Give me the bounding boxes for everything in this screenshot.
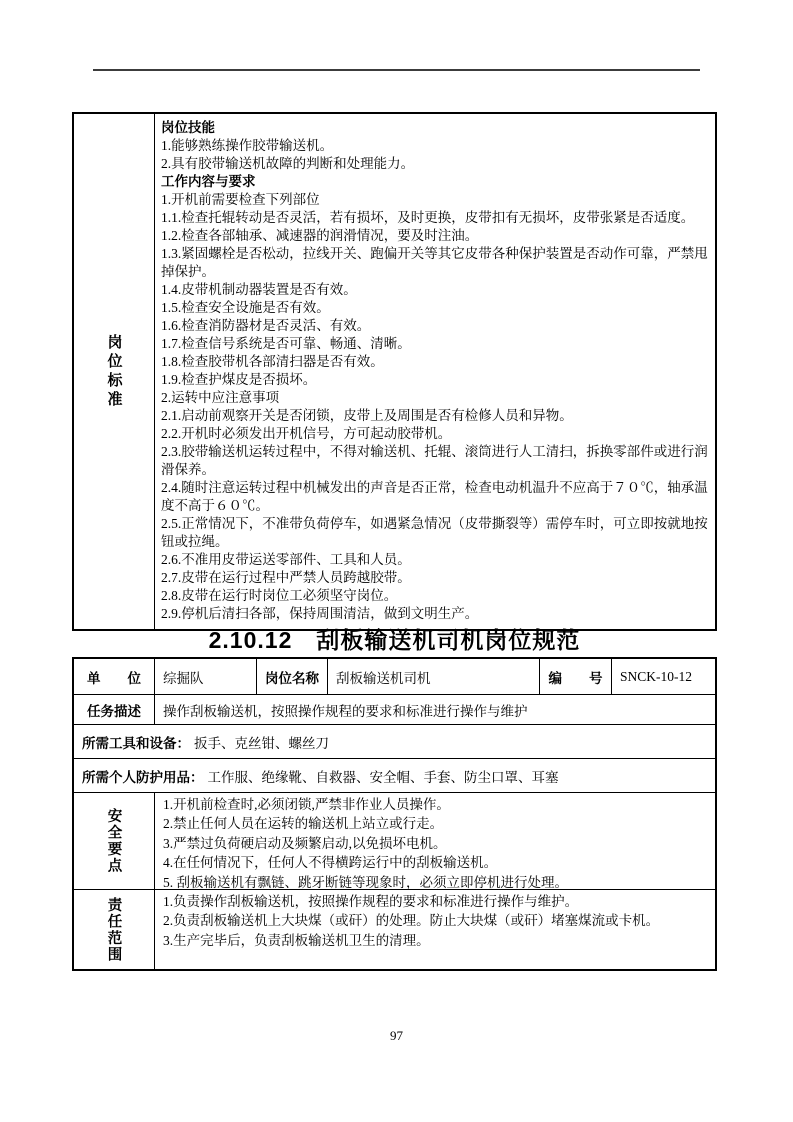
responsibility-label-cell [74,890,155,969]
standard-table-content-cell [155,114,715,629]
task-label-cell: 任务描述 [74,695,155,724]
text-line: 3.生产完毕后，负责刮板输送机卫生的清理。 [163,932,430,948]
text-line: 2.运转中应注意事项 [161,390,280,405]
spec-table-row-ppe [74,759,715,793]
unit-value-cell: 综掘队 [155,659,257,694]
tools-cell [74,725,715,758]
spec-table-row-safety [74,793,715,890]
responsibility-content-cell [155,890,715,969]
text-line: 2.6.不准用皮带运送零部件、工具和人员。 [161,552,411,567]
text-line: 2.5.正常情况下，不准带负荷停车，如遇紧急情况（皮带撕裂等）需停车时，可立即按就地按钮或拉绳。 [161,516,708,549]
tools-label: 所需工具和设备： [82,735,190,751]
ppe-value: 工作服、绝缘靴、自救器、安全帽、手套、防尘口罩、耳塞 [207,769,559,785]
ppe-label: 所需个人防护用品： [82,769,204,785]
text-line: 1.开机前检查时,必须闭锁,严禁非作业人员操作。 [163,797,450,812]
safety-content-cell [155,793,715,889]
responsibility-label: 责任范围 [105,896,122,963]
text-line: 3.严禁过负荷硬启动及频繁启动,以免损坏电机。 [163,835,447,851]
spec-table-row-unit [74,659,715,695]
header-rule [93,69,700,71]
text-line: 岗位技能 [161,120,215,135]
text-line: 4.在任何情况下，任何人不得横跨运行中的刮板输送机。 [163,855,498,871]
safety-label-cell [74,793,155,889]
text-line: 工作内容与要求 [161,174,256,189]
standard-table-row-label-cell [74,114,155,629]
code-value-cell: SNCK-10-12 [620,668,693,684]
spec-table-row-responsibility [74,890,715,969]
position-value-cell: 刮板输送机司机 [328,659,540,694]
section-title: 2.10.12 刮板输送机司机岗位规范 [208,627,581,653]
text-line: 2.具有胶带输送机故障的判断和处理能力。 [161,156,415,171]
standard-table [72,112,717,631]
safety-label: 安全要点 [105,808,122,874]
text-line: 2.禁止任何人员在运转的输送机上站立或行走。 [163,816,444,832]
ppe-cell [74,759,715,792]
text-line: 1.2.检查各部轴承、减速器的润滑情况，要及时注油。 [161,228,479,243]
text-line: 1.能够熟练操作胶带输送机。 [161,138,334,153]
page-number: 97 [390,1028,403,1043]
task-value-cell: 操作刮板输送机，按照操作规程的要求和标准进行操作与维护 [163,703,528,719]
spec-table-row-task [74,695,715,725]
position-label-cell: 岗位名称 [257,659,328,694]
text-line: 2.负责刮板输送机上大块煤（或矸）的处理。防止大块煤（或矸）堵塞煤流或卡机。 [163,913,660,929]
text-line: 2.8.皮带在运行时岗位工必须坚守岗位。 [161,588,398,603]
text-line: 1.9.检查护煤皮是否损坏。 [161,372,317,387]
standard-row-label: 岗位标准 [105,333,123,410]
spec-table-row-tools [74,725,715,759]
text-line: 1.开机前需要检查下列部位 [161,192,320,207]
code-label-cell: 编 号 [540,659,612,694]
text-line: 1.负责操作刮板输送机，按照操作规程的要求和标准进行操作与维护。 [163,894,579,909]
text-line: 1.1.检查托辊转动是否灵活，若有损坏，及时更换，皮带扣有无损坏，皮带张紧是否适度。 [161,210,695,225]
text-line: 1.6.检查消防器材是否灵活、有效。 [161,318,371,333]
text-line: 2.9.停机后清扫各部，保持周围清洁，做到文明生产。 [161,606,479,621]
text-line: 2.7.皮带在运行过程中严禁人员跨越胶带。 [161,570,411,585]
text-line: 1.5.检查安全设施是否有效。 [161,300,330,315]
text-line: 1.3.紧固螺栓是否松动，拉线开关、跑偏开关等其它皮带各种保护装置是否动作可靠，严禁甩掉保护。 [161,246,708,279]
text-line: 2.3.胶带输送机运转过程中，不得对输送机、托辊、滚筒进行人工清扫，拆换零部件或进行润滑保养。 [161,444,708,477]
text-line: 1.7.检查信号系统是否可靠、畅通、清晰。 [161,336,411,351]
text-line: 5. 刮板输送机有飘链、跳牙断链等现象时，必须立即停机进行处理。 [163,874,568,890]
unit-label-cell: 单 位 [74,659,155,694]
text-line: 2.4.随时注意运转过程中机械发出的声音是否正常，检查电动机温升不应高于７０℃，轴承温度不高于６０℃。 [161,480,708,513]
text-line: 1.4.皮带机制动器装置是否有效。 [161,282,357,297]
text-line: 2.2.开机时必须发出开机信号，方可起动胶带机。 [161,426,452,441]
tools-value: 扳手、克丝钳、螺丝刀 [194,735,329,751]
spec-table [72,657,717,971]
text-line: 1.8.检查胶带机各部清扫器是否有效。 [161,354,384,369]
text-line: 2.1.启动前观察开关是否闭锁，皮带上及周围是否有检修人员和异物。 [161,408,573,423]
